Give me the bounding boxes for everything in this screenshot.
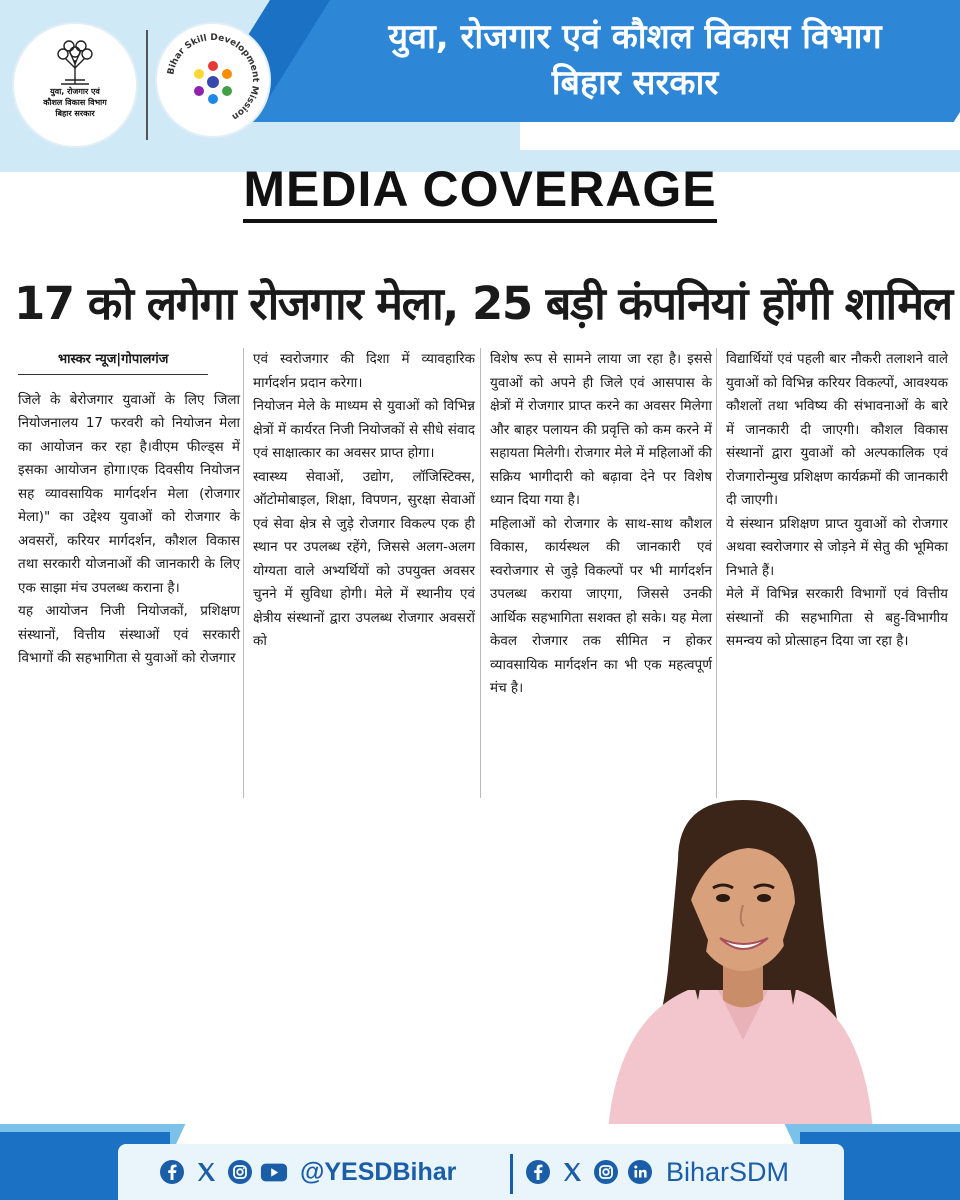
logo-caption-2: कौशल विकास विभाग <box>43 98 107 107</box>
social-group-yesd <box>158 1156 456 1188</box>
article-column-4 <box>726 348 948 654</box>
bodhi-tree-icon <box>53 38 97 86</box>
department-title <box>330 14 940 106</box>
article-headline: 17 को लगेगा रोजगार मेला, 25 बड़ी कंपनियां होंगी शामिल <box>14 277 952 330</box>
column-4-para-3: मेले में विभिन्न सरकारी विभागों एवं वित्तीय संस्थानों की सहभागिता से बहु-विभागीय समन्वय को प्रोत्साहन दिया जा रहा है। <box>726 586 948 649</box>
media-coverage-title <box>0 160 960 218</box>
footer-bar <box>0 1124 960 1200</box>
column-rule <box>480 348 481 798</box>
department-logo <box>14 24 136 146</box>
social-group-bsdm <box>524 1156 789 1188</box>
bsdm-handle[interactable]: BiharSDM <box>666 1156 790 1187</box>
column-1-para-1: जिले के बेरोजगार युवाओं के लिए जिला नियोजनालय 17 फरवरी को नियोजन मेला का आयोजन कर रहा है।वीएम फील्ड्स में इसका आयोजन होगा।एक दिवसीय नियोजन सह व्यावसायिक मार्गदर्शन मेला (रोजगार मेला)" का उद्देश्य युवाओं को रोजगार के अवसरों, करियर मार्गदर्शन, कौशल विकास तथा सरकारी योजनाओं की जानकारी के लिए एक साझा मंच उपलब्ध कराना है। <box>18 391 240 596</box>
header-banner <box>0 0 960 172</box>
facebook-icon[interactable] <box>524 1158 552 1186</box>
column-3-para-2: महिलाओं को रोजगार के साथ-साथ कौशल विकास, कार्यस्थल की जानकारी एवं स्वरोजगार से जुड़े विकल्पों पर भी मार्गदर्शन उपलब्ध कराया जाएगा, जिससे उनकी आर्थिक सहभागिता सशक्त हो सके। यह मेला केवल रोजगार तक सीमित न होकर व्यावसायिक मार्गदर्शन का भी एक महत्वपूर्ण मंच है। <box>490 515 712 696</box>
x-icon[interactable] <box>192 1158 220 1186</box>
instagram-icon[interactable] <box>226 1158 254 1186</box>
instagram-icon[interactable] <box>592 1158 620 1186</box>
column-rule <box>243 348 244 798</box>
youtube-icon[interactable] <box>260 1158 288 1186</box>
bsdm-logo <box>157 24 269 136</box>
smiling-woman-photo <box>598 800 888 1130</box>
linkedin-icon[interactable] <box>626 1158 654 1186</box>
column-3-para-1: विशेष रूप से सामने लाया जा रहा है। इससे युवाओं को अपने ही जिले एवं आसपास के क्षेत्रों में रोजगार प्राप्त करने का अवसर मिलेगा और बाहर पलायन की प्रवृत्ति को कम करने में सहायता मिलेगी। रोजगार मेले में महिलाओं की सक्रिय भागीदारी को बढ़ावा देने पर विशेष ध्यान दिया गया है। <box>490 351 712 508</box>
logo-caption-3: बिहार सरकार <box>55 109 95 118</box>
column-4-para-1: विद्यार्थियों एवं पहली बार नौकरी तलाशने वाले युवाओं को विभिन्न करियर विकल्पों, आवश्यक कौशलों तथा भविष्य की संभावनाओं के बारे में जानकारी दी जाएगी। कौशल विकास संस्थानों द्वारा युवाओं को अल्पकालिक एवं रोजगारोन्मुख प्रशिक्षण कार्यक्रमों की जानकारी दी जाएगी। <box>726 351 948 508</box>
department-title-line1: युवा, रोजगार एवं कौशल विकास विभाग <box>388 17 882 57</box>
column-1-para-2: यह आयोजन निजी नियोजकों, प्रशिक्षण संस्थानों, वित्तीय संस्थाओं एवं सरकारी विभागों की सहभागिता से युवाओं को रोजगार <box>18 603 240 666</box>
article-column-3 <box>490 348 712 701</box>
x-icon[interactable] <box>558 1158 586 1186</box>
yesd-handle[interactable]: @YESDBihar <box>300 1157 457 1186</box>
column-rule <box>716 348 717 798</box>
column-2-para-2: नियोजन मेले के माध्यम से युवाओं को विभिन्न क्षेत्रों में कार्यरत निजी नियोजकों से सीधे संवाद एवं साक्षात्कार का अवसर प्राप्त होगा। <box>253 398 475 461</box>
article-byline: भास्कर न्यूज|गोपालगंज <box>18 348 208 375</box>
footer-separator <box>510 1154 513 1194</box>
column-2-para-3: स्वास्थ्य सेवाओं, उद्योग, लॉजिस्टिक्स, ऑटोमोबाइल, शिक्षा, विपणन, सुरक्षा सेवाओं एवं सेवा क्षेत्र से जुड़े रोजगार विकल्प एक ही स्थान पर उपलब्ध रहेंगे, जिससे अलग-अलग योग्यता वाले अभ्यर्थियों को उपयुक्त अवसर चुनने में सुविधा होगी। मेले में स्थानीय एवं क्षेत्रीय संस्थानों द्वारा उपलब्ध रोजगार अवसरों को <box>253 468 475 649</box>
column-4-para-2: ये संस्थान प्रशिक्षण प्राप्त युवाओं को रोजगार अथवा स्वरोजगार से जोड़ने में सेतु की भूमिका निभाते हैं। <box>726 515 948 579</box>
column-2-para-1: एवं स्वरोजगार की दिशा में व्यावहारिक मार्गदर्शन प्रदान करेगा। <box>253 351 475 391</box>
bsdm-ring-text: Bihar Skill Development Mission <box>166 32 261 122</box>
department-title-line2: बिहार सरकार <box>551 63 719 103</box>
article-column-1 <box>18 348 240 671</box>
facebook-icon[interactable] <box>158 1158 186 1186</box>
logo-caption-1: युवा, रोजगार एवं <box>50 87 100 96</box>
article-column-2 <box>253 348 475 654</box>
media-coverage-text: MEDIA COVERAGE <box>243 161 716 223</box>
bsdm-emblem-icon <box>157 24 269 136</box>
logo-divider <box>146 30 148 140</box>
